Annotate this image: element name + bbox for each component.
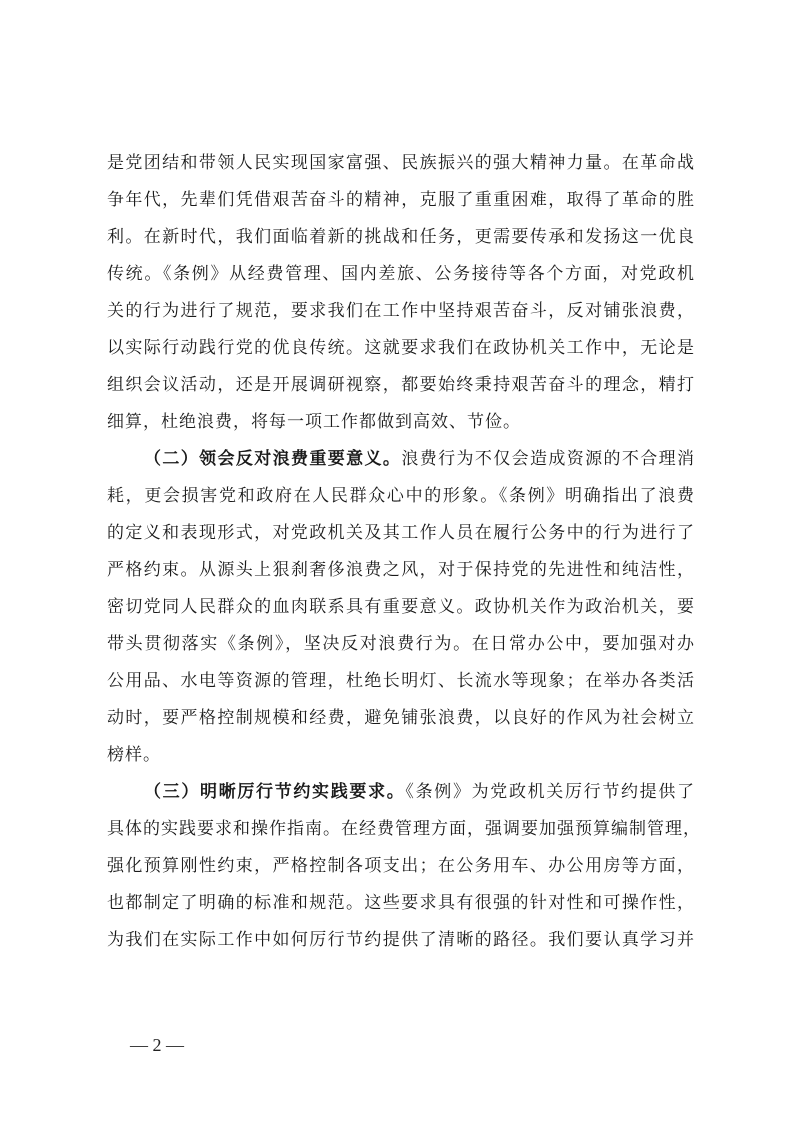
text-line: 严格约束。从源头上狠刹奢侈浪费之风，对于保持党的先进性和纯洁性， xyxy=(107,560,695,580)
paragraph-first-line xyxy=(144,446,695,472)
text-line: 强化预算刚性约束，严格控制各项支出；在公务用车、办公用房等方面， xyxy=(107,856,695,876)
text-line: 密切党同人民群众的血肉联系具有重要意义。政协机关作为政治机关，要 xyxy=(107,597,695,617)
text-line: 细算，杜绝浪费，将每一项工作都做到高效、节俭。 xyxy=(107,412,521,432)
text-line: 带头贯彻落实《条例》，坚决反对浪费行为。在日常办公中，要加强对办 xyxy=(107,634,695,654)
text-line: 耗，更会损害党和政府在人民群众心中的形象。《条例》明确指出了浪费 xyxy=(107,486,695,506)
section-heading: （二）领会反对浪费重要意义。 xyxy=(144,449,402,469)
section-heading: （三）明晰厉行节约实践要求。 xyxy=(144,782,406,802)
text-line: 利。在新时代，我们面临着新的挑战和任务，更需要传承和发扬这一优良 xyxy=(107,227,695,247)
text-line-rest: 《条例》为党政机关厉行节约提供了 xyxy=(405,782,696,802)
text-line: 榜样。 xyxy=(107,745,161,765)
text-line: 以实际行动践行党的优良传统。这就要求我们在政协机关工作中，无论是 xyxy=(107,338,695,358)
page-number: — 2 — xyxy=(130,1035,184,1055)
text-line-rest: 浪费行为不仅会造成资源的不合理消 xyxy=(401,449,696,469)
text-line: 也都制定了明确的标准和规范。这些要求具有很强的针对性和可操作性， xyxy=(107,893,695,913)
paragraph-first-line xyxy=(144,779,695,805)
text-line: 是党团结和带领人民实现国家富强、民族振兴的强大精神力量。在革命战 xyxy=(107,153,695,173)
text-line: 关的行为进行了规范，要求我们在工作中坚持艰苦奋斗，反对铺张浪费， xyxy=(107,301,695,321)
text-line: 组织会议活动，还是开展调研视察，都要始终秉持艰苦奋斗的理念，精打 xyxy=(107,375,695,395)
text-line: 为我们在实际工作中如何厉行节约提供了清晰的路径。我们要认真学习并 xyxy=(107,930,695,950)
text-line: 动时，要严格控制规模和经费，避免铺张浪费，以良好的作风为社会树立 xyxy=(107,708,695,728)
text-line: 公用品、水电等资源的管理，杜绝长明灯、长流水等现象；在举办各类活 xyxy=(107,671,695,691)
text-line: 传统。《条例》从经费管理、国内差旅、公务接待等各个方面，对党政机 xyxy=(107,264,695,284)
text-line: 的定义和表现形式，对党政机关及其工作人员在履行公务中的行为进行了 xyxy=(107,523,695,543)
text-line: 争年代，先辈们凭借艰苦奋斗的精神，克服了重重困难，取得了革命的胜 xyxy=(107,190,695,210)
text-line: 具体的实践要求和操作指南。在经费管理方面，强调要加强预算编制管理， xyxy=(107,819,701,839)
